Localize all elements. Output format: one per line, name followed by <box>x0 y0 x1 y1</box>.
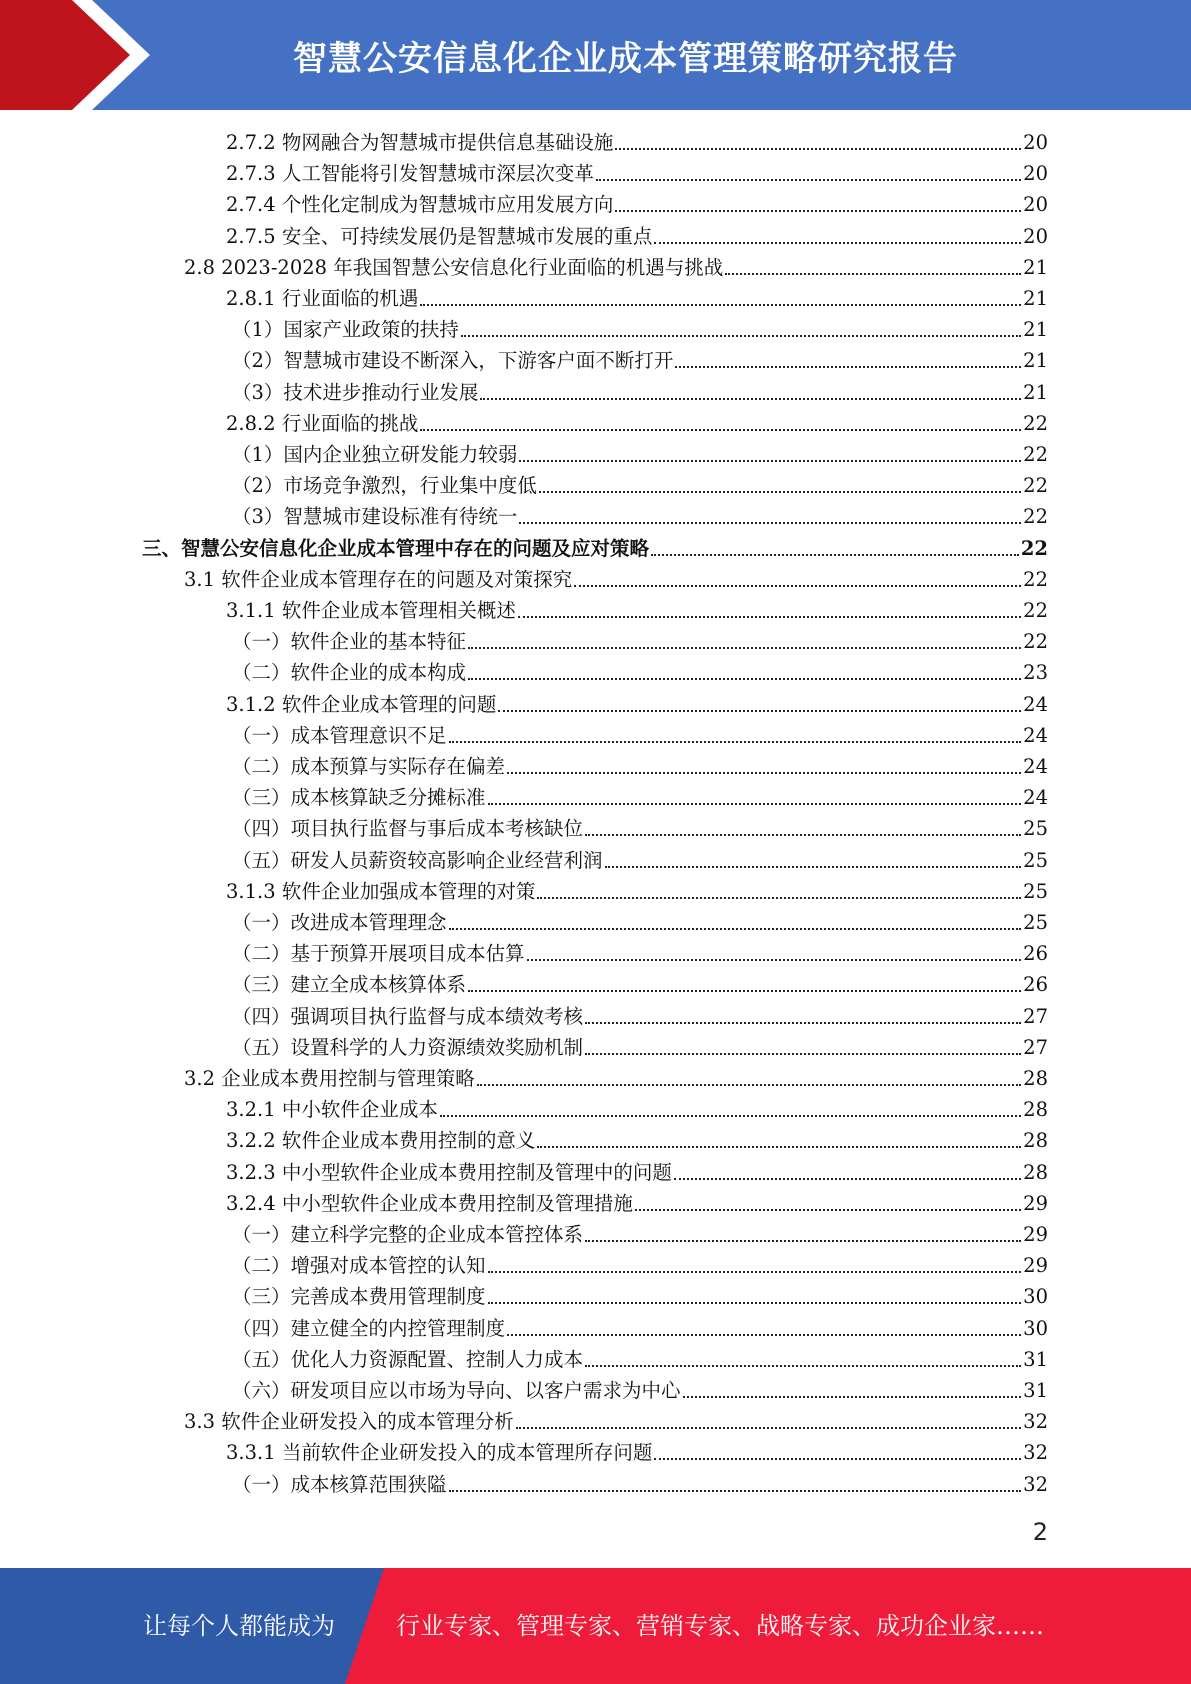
toc-entry-label: 3.1.2 软件企业成本管理的问题 <box>226 692 497 716</box>
toc-entry-label: （1）国家产业政策的扶持 <box>232 318 459 342</box>
toc-entry[interactable] <box>142 533 1048 564</box>
toc-entry-page: 32 <box>1023 1441 1048 1465</box>
toc-entry-page: 21 <box>1023 318 1048 342</box>
toc-entry[interactable] <box>232 377 1048 408</box>
toc-entry-label: 三、智慧公安信息化企业成本管理中存在的问题及应对策略 <box>142 536 650 560</box>
toc-entry-page: 28 <box>1023 1067 1048 1090</box>
toc-entry-label: （五）研发人员薪资较高影响企业经营利润 <box>232 848 603 872</box>
toc-dot-leader <box>651 554 1019 556</box>
toc-entry-page: 20 <box>1023 224 1048 248</box>
toc-entry[interactable] <box>184 1406 1048 1437</box>
toc-entry[interactable] <box>226 876 1048 907</box>
toc-entry-label: 2.7.3 人工智能将引发智慧城市深层次变革 <box>226 162 594 186</box>
toc-dot-leader <box>585 1053 1021 1055</box>
toc-dot-leader <box>654 242 1021 244</box>
toc-entry[interactable] <box>232 1469 1048 1500</box>
toc-entry-page: 22 <box>1023 599 1048 622</box>
toc-dot-leader <box>461 335 1021 337</box>
toc-entry-label: （一）建立科学完整的企业成本管控体系 <box>232 1223 584 1246</box>
toc-dot-leader <box>615 148 1021 150</box>
footer-slogan-left: 让每个人都能成为 <box>143 1612 335 1640</box>
toc-entry-page: 25 <box>1023 911 1048 934</box>
toc-entry-label: 3.2.3 中小型软件企业成本费用控制及管理中的问题 <box>226 1160 672 1184</box>
toc-entry-label: （3）技术进步推动行业发展 <box>232 380 479 404</box>
toc-entry-label: 2.8.2 行业面临的挑战 <box>226 411 419 435</box>
toc-entry-page: 20 <box>1023 193 1048 217</box>
toc-dot-leader <box>675 366 1021 368</box>
toc-entry-page: 32 <box>1023 1472 1048 1496</box>
toc-entry[interactable] <box>232 1219 1048 1250</box>
toc-entry[interactable] <box>226 1188 1048 1219</box>
toc-entry-page: 22 <box>1023 443 1048 466</box>
toc-entry-page: 22 <box>1023 474 1048 498</box>
toc-entry-page: 26 <box>1023 973 1048 997</box>
toc-entry-page: 31 <box>1023 1379 1048 1402</box>
toc-entry-page: 23 <box>1023 661 1048 685</box>
toc-entry[interactable] <box>232 1375 1048 1406</box>
toc-entry-label: （六）研发项目应以市场为导向、以客户需求为中心 <box>232 1379 681 1402</box>
toc-entry-label: （五）优化人力资源配置、控制人力成本 <box>232 1347 584 1371</box>
toc-entry-page: 27 <box>1023 1004 1048 1028</box>
toc-entry-label: （二）增强对成本管控的认知 <box>232 1254 486 1278</box>
toc-entry-page: 28 <box>1023 1160 1048 1184</box>
toc-entry[interactable] <box>184 1063 1048 1094</box>
toc-entry[interactable] <box>232 1001 1048 1032</box>
toc-entry-page: 25 <box>1023 817 1048 841</box>
toc-entry-label: 3.3 软件企业研发投入的成本管理分析 <box>184 1410 514 1434</box>
toc-dot-leader <box>537 897 1021 899</box>
toc-entry-page: 32 <box>1023 1410 1048 1434</box>
toc-dot-leader <box>585 834 1021 836</box>
toc-entry-page: 26 <box>1023 942 1048 966</box>
toc-entry[interactable] <box>232 470 1048 501</box>
toc-entry-label: 2.7.2 物网融合为智慧城市提供信息基础设施 <box>226 131 614 154</box>
toc-entry[interactable] <box>232 1313 1048 1344</box>
toc-entry[interactable] <box>232 938 1048 969</box>
toc-dot-leader <box>468 678 1021 680</box>
toc-entry-label: 3.2.2 软件企业成本费用控制的意义 <box>226 1129 536 1153</box>
toc-entry[interactable] <box>226 595 1048 626</box>
toc-dot-leader <box>507 1334 1021 1336</box>
toc-entry-label: （二）软件企业的成本构成 <box>232 661 467 685</box>
toc-entry-label: （一）成本管理意识不足 <box>232 723 447 747</box>
toc-dot-leader <box>574 585 1021 587</box>
toc-entry-label: （四）项目执行监督与事后成本考核缺位 <box>232 817 584 841</box>
toc-entry-page: 21 <box>1023 255 1048 279</box>
toc-dot-leader <box>449 741 1022 743</box>
toc-entry[interactable] <box>226 1157 1048 1188</box>
toc-entry-label: （一）改进成本管理理念 <box>232 911 447 934</box>
toc-entry-label: （2）市场竞争激烈，行业集中度低 <box>232 474 537 498</box>
toc-entry-label: 3.1 软件企业成本管理存在的问题及对策探究 <box>184 567 573 591</box>
toc-entry-page: 29 <box>1023 1191 1048 1215</box>
toc-entry-page: 28 <box>1023 1098 1048 1122</box>
toc-entry-label: （一）成本核算范围狭隘 <box>232 1472 447 1496</box>
toc-entry-label: 3.2 企业成本费用控制与管理策略 <box>184 1067 475 1090</box>
footer-slogan-right: 行业专家、管理专家、营销专家、战略专家、成功企业家…… <box>396 1612 1044 1640</box>
toc-entry-label: 3.2.4 中小型软件企业成本费用控制及管理措施 <box>226 1191 633 1215</box>
toc-entry[interactable] <box>232 657 1048 688</box>
toc-dot-leader <box>477 1084 1021 1086</box>
toc-entry-label: （三）完善成本费用管理制度 <box>232 1285 486 1309</box>
toc-entry-page: 20 <box>1023 162 1048 186</box>
toc-dot-leader <box>488 803 1022 805</box>
toc-dot-leader <box>480 398 1021 400</box>
toc-entry[interactable] <box>232 813 1048 844</box>
toc-entry[interactable] <box>184 252 1048 283</box>
toc-entry[interactable] <box>232 720 1048 751</box>
toc-entry[interactable] <box>232 845 1048 876</box>
toc-entry-page: 22 <box>1023 505 1048 529</box>
toc-entry-page: 31 <box>1023 1347 1048 1371</box>
toc-entry-page: 30 <box>1023 1316 1048 1340</box>
toc-dot-leader <box>605 866 1022 868</box>
toc-entry[interactable] <box>226 283 1048 314</box>
toc-dot-leader <box>596 179 1021 181</box>
toc-dot-leader <box>518 616 1021 618</box>
report-title: 智慧公安信息化企业成本管理策略研究报告 <box>293 38 958 79</box>
toc-dot-leader <box>539 491 1021 493</box>
toc-entry-label: 3.3.1 当前软件企业研发投入的成本管理所存问题 <box>226 1441 653 1465</box>
toc-entry[interactable] <box>226 1125 1048 1156</box>
toc-entry-page: 24 <box>1023 755 1048 778</box>
toc-entry[interactable] <box>226 408 1048 439</box>
toc-dot-leader <box>488 1302 1022 1304</box>
toc-entry[interactable] <box>232 1032 1048 1063</box>
toc-entry-label: 3.1.3 软件企业加强成本管理的对策 <box>226 879 536 903</box>
page-footer <box>0 1568 1191 1684</box>
toc-entry[interactable] <box>232 626 1048 657</box>
toc-entry-page: 24 <box>1023 692 1048 716</box>
toc-entry-page: 24 <box>1023 786 1048 810</box>
toc-entry-page: 20 <box>1023 131 1048 154</box>
toc-dot-leader <box>585 1022 1021 1024</box>
toc-entry-page: 22 <box>1023 630 1048 654</box>
toc-entry[interactable] <box>232 345 1048 376</box>
toc-dot-leader <box>725 273 1021 275</box>
toc-entry-page: 22 <box>1023 567 1048 591</box>
toc-dot-leader <box>537 1146 1021 1148</box>
toc-entry[interactable] <box>232 1281 1048 1312</box>
toc-dot-leader <box>615 210 1021 212</box>
toc-dot-leader <box>488 1271 1022 1273</box>
toc-entry[interactable] <box>184 564 1048 595</box>
toc-entry-label: （3）智慧城市建设标准有待统一 <box>232 505 518 529</box>
toc-dot-leader <box>507 772 1021 774</box>
toc-entry-label: 2.8 2023-2028 年我国智慧公安信息化行业面临的机遇与挑战 <box>184 255 724 279</box>
toc-entry-page: 22 <box>1020 536 1048 560</box>
toc-dot-leader <box>654 1458 1021 1460</box>
toc-entry[interactable] <box>226 127 1048 158</box>
toc-entry-label: 2.8.1 行业面临的机遇 <box>226 287 419 310</box>
toc-entry[interactable] <box>232 1250 1048 1281</box>
toc-entry[interactable] <box>232 907 1048 938</box>
toc-entry-label: （2）智慧城市建设不断深入，下游客户面不断打开 <box>232 349 674 373</box>
toc-dot-leader <box>420 429 1021 431</box>
toc-dot-leader <box>519 522 1021 524</box>
toc-dot-leader <box>519 460 1021 462</box>
toc-dot-leader <box>527 959 1022 961</box>
toc-entry-label: （二）成本预算与实际存在偏差 <box>232 755 506 778</box>
toc-dot-leader <box>468 647 1021 649</box>
toc-entry-page: 29 <box>1023 1254 1048 1278</box>
toc-dot-leader <box>585 1365 1021 1367</box>
toc-entry[interactable] <box>226 221 1048 252</box>
toc-entry-page: 24 <box>1023 723 1048 747</box>
toc-entry-label: （三）成本核算缺乏分摊标准 <box>232 786 486 810</box>
toc-entry-label: （四）建立健全的内控管理制度 <box>232 1316 506 1340</box>
toc-entry[interactable] <box>226 1437 1048 1468</box>
toc-entry[interactable] <box>232 314 1048 345</box>
toc-dot-leader <box>674 1178 1021 1180</box>
toc-entry-label: 2.7.5 安全、可持续发展仍是智慧城市发展的重点 <box>226 224 653 248</box>
toc-entry-page: 21 <box>1023 380 1048 404</box>
toc-entry[interactable] <box>226 689 1048 720</box>
toc-entry-page: 25 <box>1023 848 1048 872</box>
toc-entry-label: （一）软件企业的基本特征 <box>232 630 467 654</box>
toc-entry-label: （1）国内企业独立研发能力较弱 <box>232 443 518 466</box>
toc-entry-page: 21 <box>1023 287 1048 310</box>
toc-entry-page: 27 <box>1023 1035 1048 1059</box>
toc-dot-leader <box>516 1427 1021 1429</box>
toc-entry[interactable] <box>232 782 1048 813</box>
toc-entry-label: （三）建立全成本核算体系 <box>232 973 467 997</box>
toc-entry-label: （二）基于预算开展项目成本估算 <box>232 942 525 966</box>
toc-dot-leader <box>449 928 1022 930</box>
toc-dot-leader <box>420 304 1021 306</box>
toc-entry-page: 29 <box>1023 1223 1048 1246</box>
toc-dot-leader <box>449 1490 1022 1492</box>
toc-entry-label: （四）强调项目执行监督与成本绩效考核 <box>232 1004 584 1028</box>
toc-dot-leader <box>468 990 1021 992</box>
toc-entry-page: 25 <box>1023 879 1048 903</box>
toc-entry-page: 22 <box>1023 411 1048 435</box>
toc-entry[interactable] <box>232 969 1048 1000</box>
toc-dot-leader <box>440 1115 1021 1117</box>
toc-dot-leader <box>498 710 1021 712</box>
toc-dot-leader <box>683 1396 1022 1398</box>
toc-entry[interactable] <box>226 189 1048 220</box>
toc-entry[interactable] <box>232 1344 1048 1375</box>
toc-dot-leader <box>635 1209 1021 1211</box>
toc-entry-label: 2.7.4 个性化定制成为智慧城市应用发展方向 <box>226 193 614 217</box>
toc-entry-label: （五）设置科学的人力资源绩效奖励机制 <box>232 1035 584 1059</box>
toc-entry-label: 3.2.1 中小软件企业成本 <box>226 1098 438 1122</box>
toc-entry[interactable] <box>226 1094 1048 1125</box>
toc-entry[interactable] <box>232 501 1048 532</box>
toc-entry-page: 21 <box>1023 349 1048 373</box>
toc-entry-page: 28 <box>1023 1129 1048 1153</box>
toc-entry-label: 3.1.1 软件企业成本管理相关概述 <box>226 599 516 622</box>
toc-entry-page: 30 <box>1023 1285 1048 1309</box>
page-header <box>0 0 1191 110</box>
toc-entry[interactable] <box>226 158 1048 189</box>
toc-entry[interactable] <box>232 751 1048 782</box>
page-number: 2 <box>1032 1518 1048 1546</box>
toc-entry[interactable] <box>232 439 1048 470</box>
toc-dot-leader <box>585 1240 1021 1242</box>
